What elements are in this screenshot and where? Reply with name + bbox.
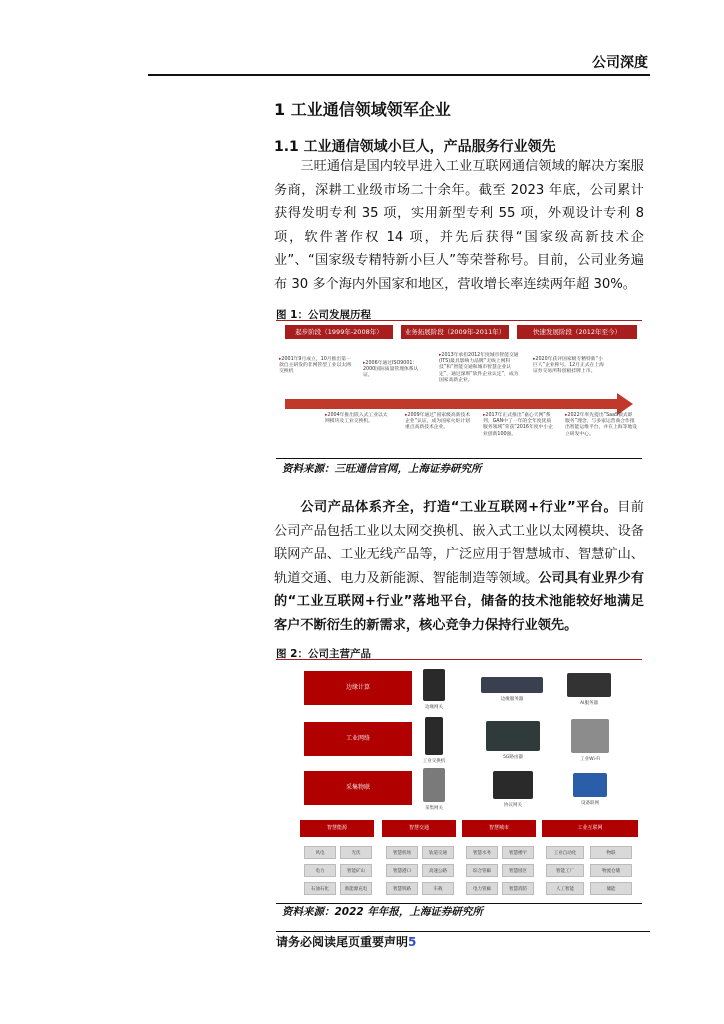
industry-pill: 石油石化 [304,882,336,895]
industry-pill: 智慧机场 [386,846,418,859]
subsection-heading: 1.1 工业通信领域小巨人，产品服务行业领先 [274,139,556,155]
industry-pill: 智慧消防 [502,882,534,895]
timeline-event: ▸2004年推出嵌入式工业以太网模块及工业交换机。 [325,413,388,425]
product-item: 工业Wi-Fi [564,719,616,762]
stage-label: 快速发展阶段（2012年至今） [517,325,637,339]
figure-2-source: 资料来源：2022 年年报，上海证券研究所 [282,906,483,918]
industry-pill: 智慧铁路 [386,882,418,895]
industry-pill: 车载 [422,882,454,895]
products-paragraph: 公司产品体系齐全，打造“工业互联网+行业”平台。目前公司产品包括工业以太网交换机、嵌入式工业以太网模块、设备联网产品、工业无线产品等，广泛应用于智慧城市、智慧矿山、轨道交通、电力及新能源、智能制造等领域。公司具有业界少有的“工业互联网+行业”落地平台，储备的技术池能较好地满足客户不断衍生的新需求，核心竞争力保持行业领先。 [274,500,645,633]
product-item: 工业交换机 [414,717,454,764]
report-type-label: 公司深度 [592,55,648,71]
industry-pill: 智慧水务 [466,846,498,859]
industry-pill: 电力 [304,864,336,877]
industry-pill: 物流仓储 [590,864,632,877]
industry-pill: 智慧园区 [502,864,534,877]
industry-pill: 智能工厂 [546,864,584,877]
industry-pill: 电力管廊 [466,882,498,895]
industry-pill: 新能源充电 [340,882,372,895]
figure-2-title: 图 2：公司主营产品 [276,648,371,660]
product-item: 边缘网关 [414,669,454,710]
industry-category: 智慧交通 [382,820,456,837]
page-number: 5 [408,935,417,949]
router-5g-icon [486,721,540,751]
figure-1-bottom-rule [276,458,642,459]
product-item: 设备联网 [564,773,616,806]
industry-pill: 智慧港口 [386,864,418,877]
footer-rule [276,931,650,932]
collection-gateway-icon [423,768,445,802]
timeline-event: ▸2009年通过“国家级高新技术企业”认证，成为国家火炬计划重点高新技术企业。 [405,413,471,431]
industry-pill: 轨道交通 [422,846,454,859]
industry-category: 智慧能源 [300,820,374,837]
header-rule [148,74,650,76]
figure-1-title: 图 1：公司发展历程 [276,309,371,321]
product-item: 采集网关 [414,768,454,811]
industry-pill: 工业自动化 [546,846,584,859]
industry-category: 工业互联网 [542,820,638,837]
protocol-gateway-icon [493,771,533,799]
product-group-box: 采集物联 [304,771,412,805]
industry-pill: 光伏 [340,846,372,859]
edge-gateway-icon [423,669,445,701]
development-timeline [277,321,642,456]
stage-label: 业务拓展阶段（2009年-2011年） [401,325,509,339]
industry-pill: 风电 [304,846,336,859]
product-item: AI服务器 [558,673,620,706]
intro-paragraph: 三旺通信是国内较早进入工业互联网通信领域的解决方案服务商，深耕工业级市场二十余年。截至 2023 年底，公司累计获得发明专利 35 项，实用新型专利 55 项，外观设计专利 8 项，软件著作权 14 项，并先后获得“国家级高新技术企业”、“国家级专精特新小巨人”等荣誉称号。目前，公司业务遍布 30 多个海内外国家和地区，营收增长率连续两年超 30%。 [274,159,644,292]
timeline-event: ▸2006年通过ISO9001：2000国际质量管理体系认证。 [363,361,419,379]
stage-label: 起步阶段（1999年-2008年） [285,325,393,339]
main-products-diagram [296,665,642,901]
industrial-switch-icon [425,717,443,755]
industry-pill: 高速公路 [422,864,454,877]
figure-1-source: 资料来源：三旺通信官网，上海证券研究所 [282,463,482,475]
industry-pill: 综合管廊 [466,864,498,877]
section-heading: 1 工业通信领域领军企业 [274,100,451,119]
timeline-event: ▸2013年承担2012年度城市智能交通(ITS)最具影响力品牌“无线上网科技”和“智能交通和城市智慧企业认定”，通过深圳“软件企业认定”，成为国家高新企业。 [439,353,519,383]
industry-pill: 储能 [590,882,632,895]
wifi-ap-icon [571,719,609,753]
timeline-event: ▸2001年9月成立，10月推出第一款自主研发的非网管型工业以太网交换机 [279,357,351,375]
industry-pill: 人工智能 [546,882,584,895]
product-group-box: 工业网络 [304,722,412,756]
industry-pill: 智慧楼宇 [502,846,534,859]
timeline-event: ▸2017年正式推出“嘉心天网”系列，GAN中了一年的全年度优质服务领域”荣获“2016年度中小企业创新100强。 [483,413,553,437]
product-item: 边缘服务器 [476,677,548,702]
figure-2-top-rule [276,659,642,660]
industry-pill: 智能矿山 [340,864,372,877]
product-item: 5G路由器 [482,721,544,760]
product-item: 协议网关 [482,771,544,808]
ai-server-icon [567,673,611,697]
timeline-event: ▸2022年率先提出“SaaS模式即服务”理念，与多家运营商合作推出智能运维平台，并在上海等地设立研发中心。 [565,413,637,437]
industry-pill: 物联 [590,846,632,859]
product-group-box: 边缘计算 [304,671,412,705]
timeline-arrow [617,393,633,415]
timeline-event: ▸2020年获评国家级专精特新“小巨人”企业称号。12月正式在上海证券交易所科创板挂牌上市。 [533,357,604,375]
device-networking-icon [573,773,607,797]
edge-server-icon [481,677,543,693]
footer-disclaimer: 请务必阅读尾页重要声明5 [276,935,417,949]
timeline-axis [285,399,617,409]
industry-category: 智慧城市 [462,820,536,837]
